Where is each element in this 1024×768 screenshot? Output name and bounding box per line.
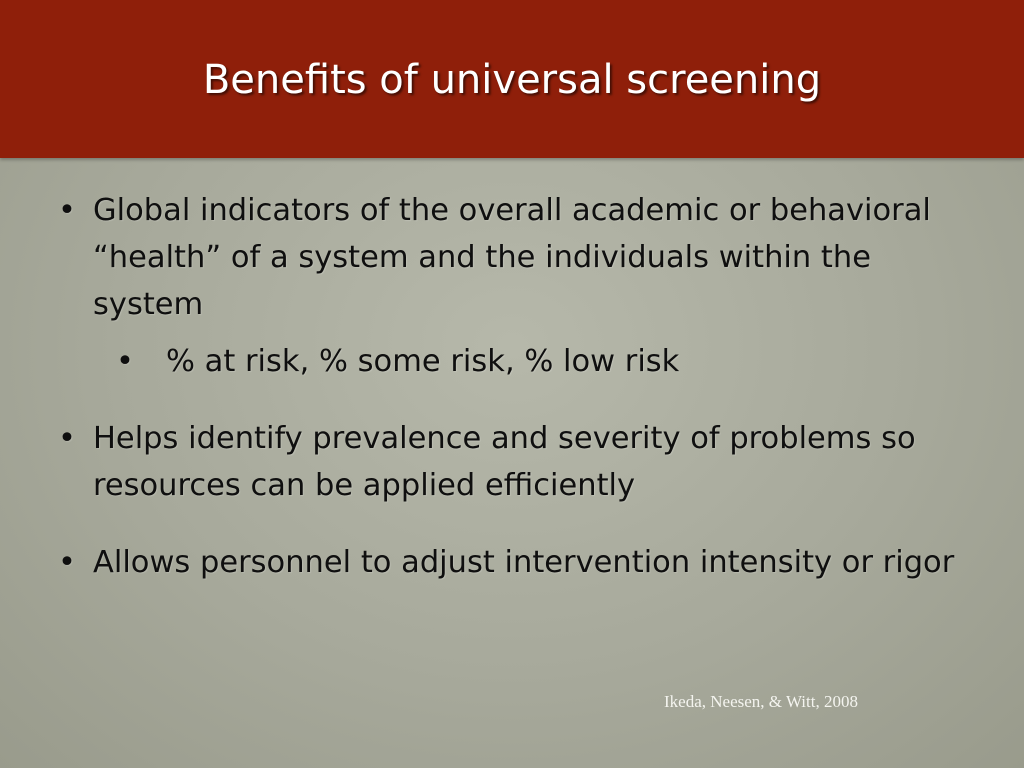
bullet-marker: • — [58, 193, 76, 228]
bullet-text: % at risk, % some risk, % low risk — [166, 344, 680, 379]
bullet-text: Allows personnel to adjust intervention intensity or rigor — [93, 545, 955, 580]
bullet-text: Helps identify prevalence and severity of problems so resources can be applied efficiently — [93, 421, 916, 503]
bullet-marker: • — [116, 344, 134, 379]
citation: Ikeda, Neesen, & Witt, 2008 — [664, 692, 858, 711]
bullet-text: Global indicators of the overall academic or behavioral “health” of a system and the individuals within the system — [93, 193, 931, 322]
slide-title: Benefits of universal screening — [202, 57, 822, 103]
bullet-marker: • — [58, 421, 76, 456]
bullet-marker: • — [58, 545, 76, 580]
